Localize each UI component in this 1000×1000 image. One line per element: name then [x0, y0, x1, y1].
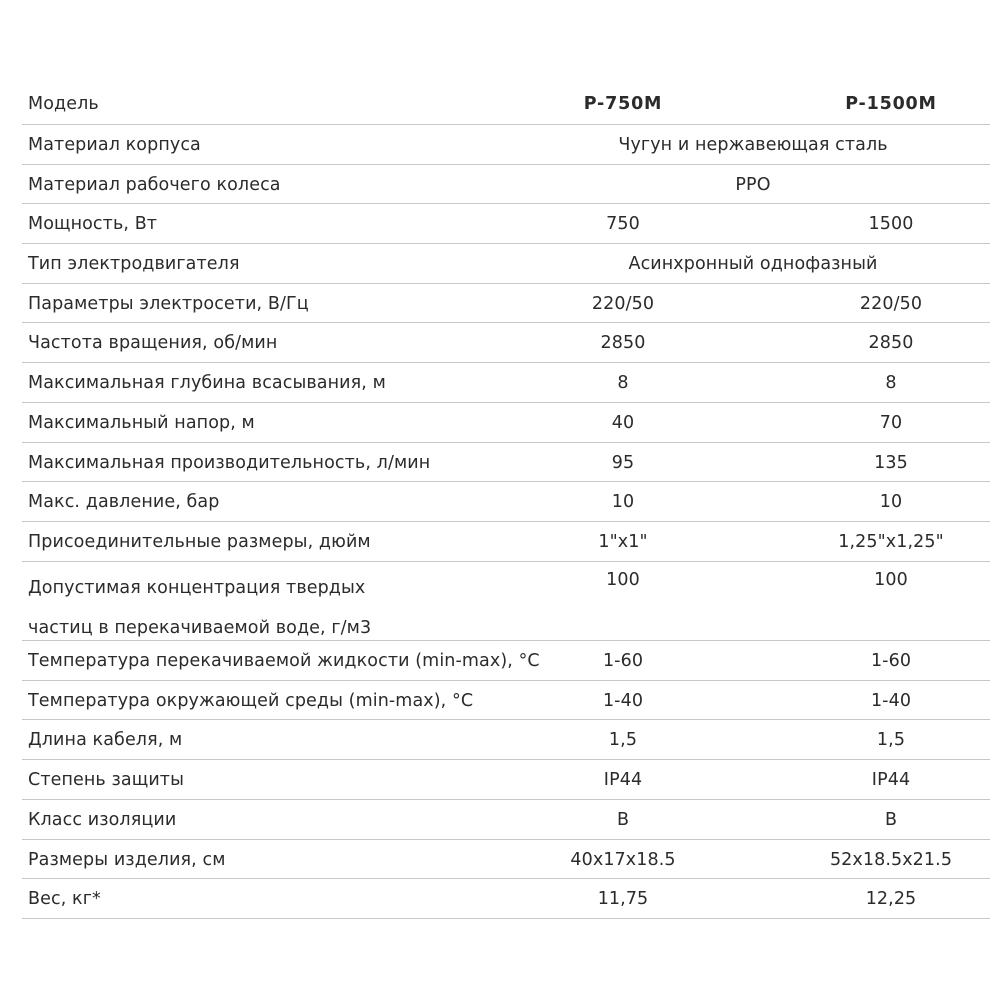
table-row [22, 760, 990, 800]
row-label: Параметры электросети, В/Гц [28, 293, 309, 314]
row-value-model-2: 1500 [868, 214, 914, 235]
row-value-model-1: 1"х1" [598, 531, 648, 552]
row-value-model-2: 8 [885, 373, 897, 394]
table-row [22, 720, 990, 760]
row-value-model-2: IP44 [871, 770, 911, 791]
row-value-model-1: 1-60 [602, 651, 644, 672]
table-row [22, 800, 990, 840]
row-value-model-1: B [616, 809, 630, 830]
row-label: Тип электродвигателя [28, 254, 240, 275]
row-value-model-1: 8 [617, 373, 629, 394]
row-label: Мощность, Вт [28, 214, 158, 235]
row-value-model-1: 1-40 [602, 690, 644, 711]
row-label: Макс. давление, бар [28, 492, 220, 513]
table-row [22, 681, 990, 721]
row-value-shared: Чугун и нержавеющая сталь [618, 135, 888, 155]
row-value-model-2: 1,25"х1,25" [838, 531, 944, 552]
row-value-model-1: 2850 [600, 333, 646, 354]
row-value-model-2: 220/50 [859, 293, 923, 314]
row-value-model-2: 2850 [868, 333, 914, 354]
row-value-shared: PPO [735, 174, 771, 195]
row-value-model-1: 1,5 [608, 730, 638, 751]
row-label: Максимальная глубина всасывания, м [28, 373, 386, 394]
row-value-model-1: 10 [611, 492, 635, 513]
row-label: Материал рабочего колеса [28, 174, 281, 195]
row-value-model-2: B [884, 809, 898, 830]
row-value-model-2: 1-40 [870, 690, 912, 711]
row-value-model-1: 40 [611, 412, 635, 433]
table-row [22, 125, 990, 165]
row-label: Максимальная производительность, л/мин [28, 452, 431, 473]
row-value-model-1: 95 [611, 452, 635, 473]
row-label: Длина кабеля, м [28, 730, 183, 751]
row-label: Степень защиты [28, 770, 185, 791]
row-value-model-1: 750 [606, 214, 640, 235]
row-value-model-2: 135 [874, 452, 908, 473]
table-row [22, 165, 990, 205]
table-row [22, 840, 990, 880]
table-row [22, 403, 990, 443]
header-model-2: P-1500M [845, 94, 937, 114]
row-value-model-1: 220/50 [591, 293, 655, 314]
row-label: Максимальный напор, м [28, 412, 255, 433]
table-row [22, 879, 990, 919]
row-label: Вес, кг* [28, 889, 101, 910]
row-value-model-1: IP44 [603, 770, 643, 791]
row-value-model-1: 11,75 [597, 889, 649, 910]
table-row [22, 443, 990, 483]
table-row [22, 204, 990, 244]
spec-table [22, 83, 990, 919]
table-row [22, 323, 990, 363]
table-row [22, 641, 990, 681]
table-row [22, 482, 990, 522]
row-value-model-2: 12,25 [865, 889, 917, 910]
row-value-model-1: 100 [606, 569, 640, 590]
header-label: Модель [28, 94, 99, 114]
row-label: Допустимая концентрация твердых частиц в перекачиваемой воде, г/м3 [28, 577, 372, 638]
row-value-model-2: 70 [879, 412, 903, 433]
header-model-1: P-750M [583, 94, 663, 114]
table-row [22, 363, 990, 403]
table-row [22, 522, 990, 562]
table-row [22, 562, 990, 642]
row-label: Размеры изделия, см [28, 849, 226, 870]
row-label: Температура перекачиваемой жидкости (min-max), °С [28, 651, 540, 672]
row-value-model-1: 40x17x18.5 [570, 849, 676, 870]
row-value-model-2: 52x18.5x21.5 [829, 849, 953, 870]
row-label: Температура окружающей среды (min-max), °С [28, 690, 474, 711]
row-label: Присоединительные размеры, дюйм [28, 531, 371, 552]
table-header-row [22, 83, 990, 125]
row-label: Частота вращения, об/мин [28, 333, 278, 354]
table-row [22, 284, 990, 324]
row-label: Материал корпуса [28, 135, 201, 155]
row-value-shared: Асинхронный однофазный [628, 254, 878, 275]
row-value-model-2: 100 [874, 569, 908, 590]
table-row [22, 244, 990, 284]
row-label: Класс изоляции [28, 809, 177, 830]
row-value-model-2: 1,5 [876, 730, 906, 751]
row-value-model-2: 10 [879, 492, 903, 513]
row-value-model-2: 1-60 [870, 651, 912, 672]
